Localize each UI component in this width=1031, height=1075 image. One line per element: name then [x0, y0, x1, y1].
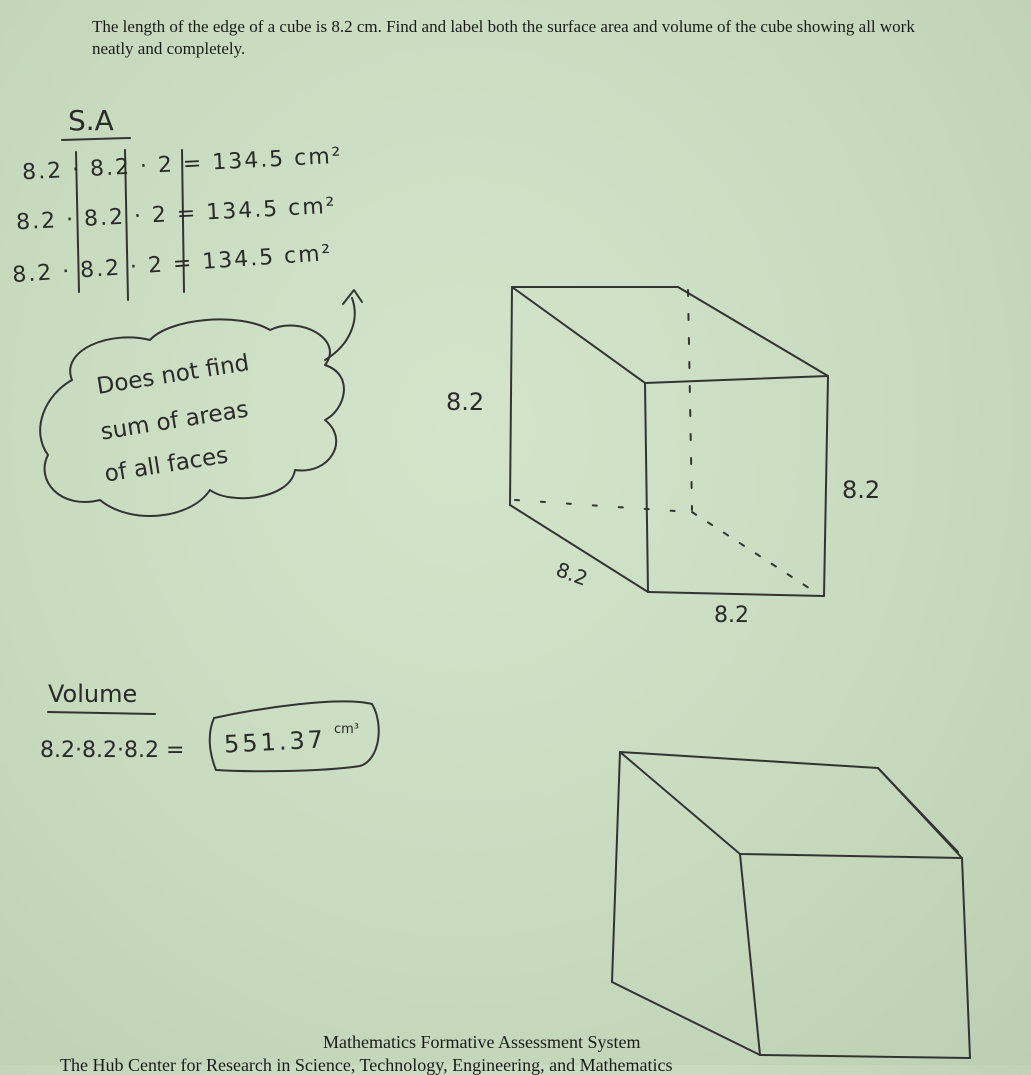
volume-unit: cm³: [334, 722, 360, 737]
footer-title: Mathematics Formative Assessment System: [323, 1032, 641, 1052]
problem-prompt: The length of the edge of a cube is 8.2 cm. Find and label both the surface area and volume of the cube showing all work neatly and completely.: [92, 17, 915, 58]
footer-subtitle: The Hub Center for Research in Science, Technology, Engineering, and Mathematics: [60, 1055, 673, 1075]
sa-work-line: 8.2 · 8.2 · 2 = 134.5 cm²: [11, 240, 334, 289]
feedback-note-line: Does not find: [94, 350, 251, 400]
feedback-note-line: sum of areas: [98, 396, 251, 446]
feedback-note-line: of all faces: [102, 442, 230, 488]
volume-answer: 551.37: [223, 725, 327, 759]
sa-work-line: 8.2 · 8.2 · 2 = 134.5 cm²: [15, 193, 338, 236]
sa-work-line: 8.2 · 8.2 · 2 = 134.5 cm²: [21, 143, 344, 186]
cube-edge-label-right: 8.2: [842, 476, 881, 504]
cube-drawing-top: [510, 287, 828, 596]
volume-heading: Volume: [48, 680, 138, 708]
cube-edge-label-bottom-right: 8.2: [714, 603, 749, 628]
cube-drawing-bottom: [612, 752, 970, 1058]
volume-underline: [48, 712, 155, 714]
sa-heading: S.A: [68, 104, 114, 137]
cube-edge-label-bottom-left: 8.2: [552, 557, 591, 591]
sa-underline: [62, 138, 130, 140]
cube-edge-label-left: 8.2: [446, 388, 485, 416]
volume-expression: 8.2·8.2·8.2 =: [40, 738, 185, 763]
